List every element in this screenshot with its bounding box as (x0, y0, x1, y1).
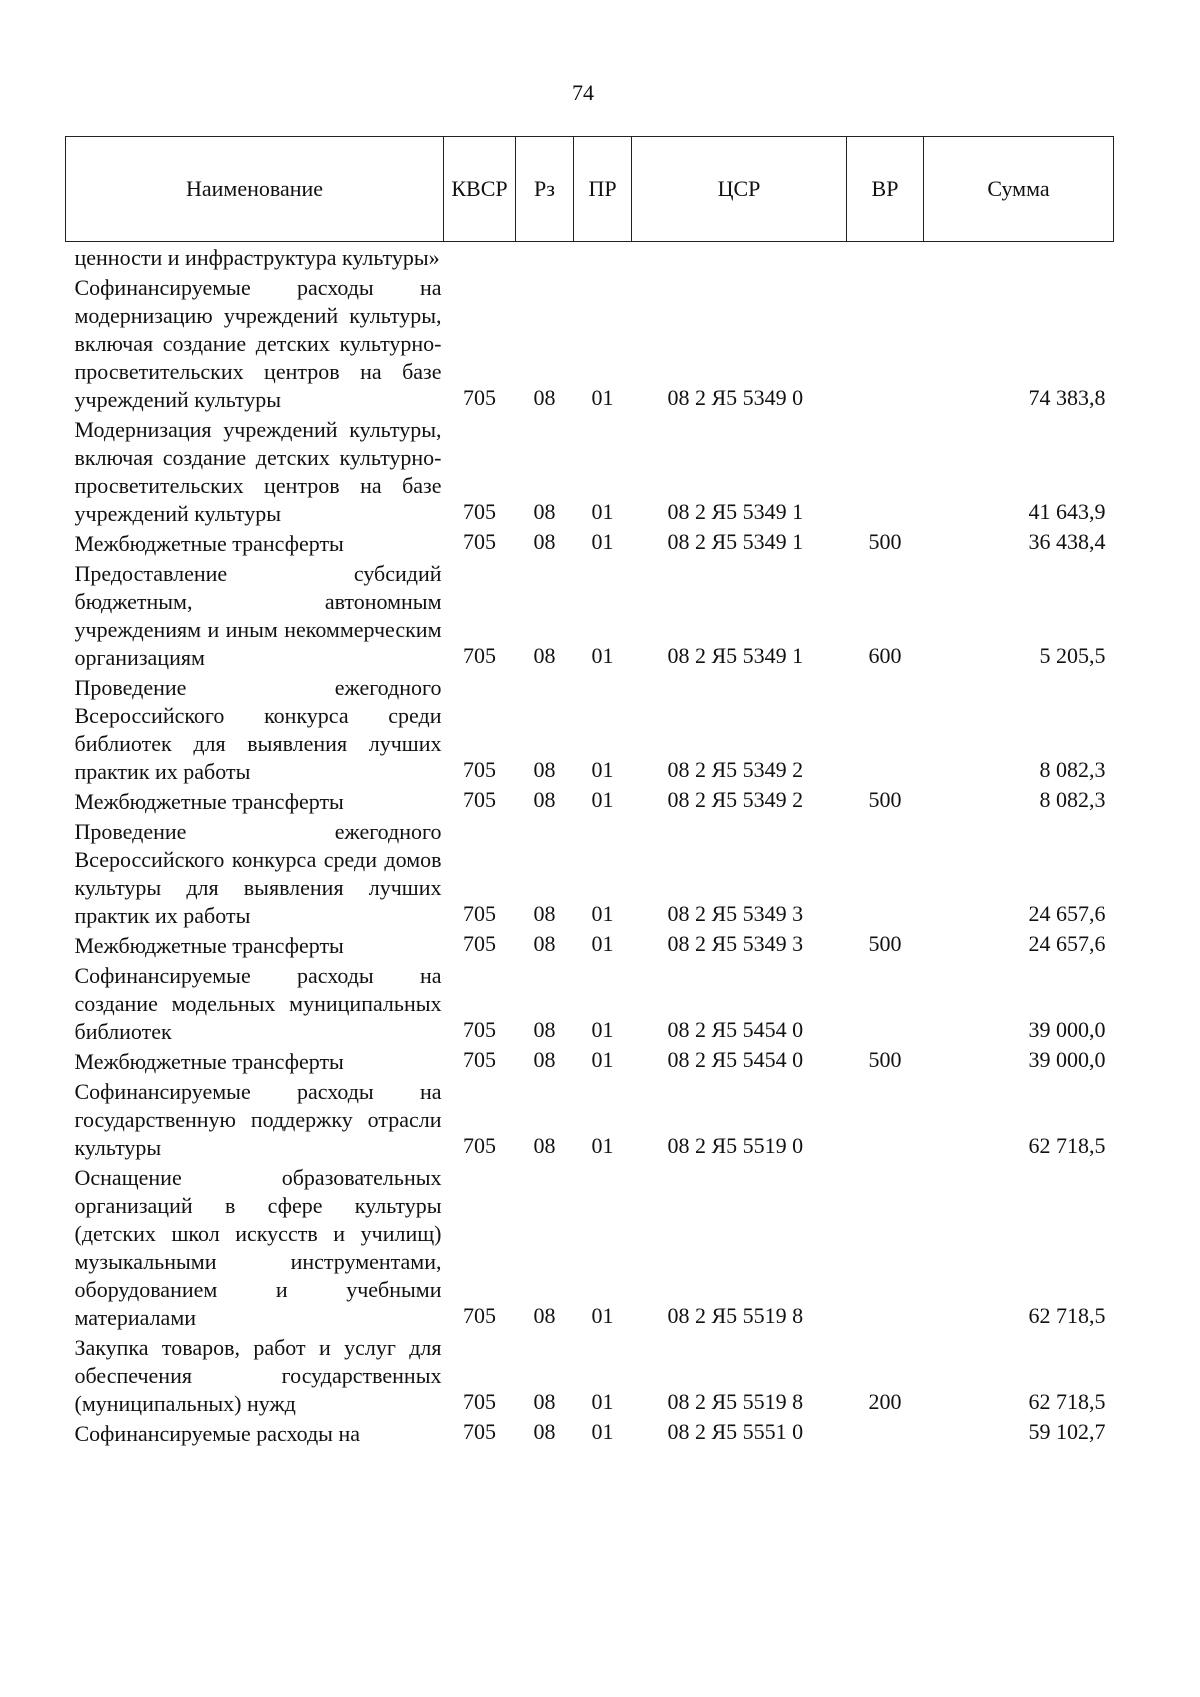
cell-kvsr: 705 (463, 1389, 496, 1414)
cell-name: Софинансируемые расходы на создание модельных муниципальных библиотек (74, 963, 442, 1044)
cell-kvsr: 705 (463, 643, 496, 668)
cell-rz: 08 (533, 385, 556, 410)
cell-csr: 08 2 Я5 5454 0 (667, 1017, 804, 1042)
cell-vr (847, 960, 924, 1046)
cell-kvsr: 705 (463, 1419, 496, 1444)
cell-kvsr: 705 (463, 1047, 496, 1072)
cell-rz: 08 (533, 499, 556, 524)
cell-sum: 8 082,3 (1039, 757, 1106, 782)
header-sum: Сумма (924, 137, 1114, 242)
cell-vr: 500 (868, 787, 902, 812)
cell-kvsr: 705 (463, 1303, 496, 1328)
header-vr: ВР (847, 137, 924, 242)
cell-name: ценности и инфраструктура культуры» (74, 245, 440, 270)
cell-name: Межбюджетные трансферты (74, 531, 344, 556)
header-csr: ЦСР (632, 137, 847, 242)
cell-name: Межбюджетные трансферты (74, 1049, 344, 1074)
table-body (66, 242, 1114, 1449)
cell-sum: 59 102,7 (1028, 1419, 1106, 1444)
header-kvsr: КВСР (444, 137, 516, 242)
cell-name: Закупка товаров, работ и услуг для обеспечения государственных (муниципальных) нужд (74, 1335, 442, 1416)
cell-name: Проведение ежегодного Всероссийского конкурса среди библиотек для выявления лучших практик их работы (74, 675, 442, 784)
cell-rz: 08 (533, 529, 556, 554)
cell-pr: 01 (591, 529, 614, 554)
cell-rz: 08 (533, 643, 556, 668)
cell-rz: 08 (533, 1047, 556, 1072)
header-rz: Рз (516, 137, 574, 242)
cell-csr: 08 2 Я5 5349 3 (667, 931, 804, 956)
cell-sum: 74 383,8 (1028, 385, 1106, 410)
cell-kvsr: 705 (463, 901, 496, 926)
header-name: Наименование (66, 137, 444, 242)
cell-name: Предоставление субсидий бюджетным, автономным учреждениям и иным некоммерческим организациям (74, 561, 442, 670)
cell-sum: 41 643,9 (1028, 499, 1106, 524)
cell-name: Межбюджетные трансферты (74, 933, 344, 958)
table-row (66, 528, 1114, 558)
cell-sum: 24 657,6 (1028, 931, 1106, 956)
cell-kvsr: 705 (463, 1133, 496, 1158)
cell-pr: 01 (591, 1047, 614, 1072)
cell-sum: 5 205,5 (1039, 643, 1106, 668)
cell-kvsr: 705 (463, 1017, 496, 1042)
cell-pr: 01 (591, 1133, 614, 1158)
table-row (66, 1046, 1114, 1076)
cell-rz: 08 (533, 1303, 556, 1328)
cell-csr: 08 2 Я5 5519 8 (667, 1303, 804, 1328)
cell-sum: 62 718,5 (1028, 1133, 1106, 1158)
header-pr: ПР (574, 137, 632, 242)
cell-rz: 08 (533, 1389, 556, 1414)
cell-csr: 08 2 Я5 5349 2 (667, 757, 804, 782)
cell-rz: 08 (533, 787, 556, 812)
cell-csr: 08 2 Я5 5454 0 (667, 1047, 804, 1072)
cell-vr (847, 672, 924, 786)
table-row (66, 672, 1114, 786)
cell-rz: 08 (533, 1133, 556, 1158)
cell-kvsr (444, 242, 516, 273)
cell-pr: 01 (591, 1419, 614, 1444)
cell-sum (924, 242, 1114, 273)
cell-name: Оснащение образовательных организаций в сфере культуры (детских школ искусств и училищ) музыкальными инструментами, оборудованием и учебными материалами (74, 1165, 442, 1330)
cell-sum: 24 657,6 (1028, 901, 1106, 926)
cell-vr: 200 (868, 1389, 902, 1414)
cell-vr (847, 1076, 924, 1162)
cell-vr (847, 414, 924, 528)
cell-kvsr: 705 (463, 757, 496, 782)
cell-sum: 62 718,5 (1028, 1303, 1106, 1328)
table-row (66, 242, 1114, 273)
cell-csr: 08 2 Я5 5551 0 (667, 1419, 804, 1444)
table-row (66, 1162, 1114, 1332)
cell-csr: 08 2 Я5 5349 1 (667, 529, 804, 554)
cell-name: Межбюджетные трансферты (74, 789, 344, 814)
cell-pr: 01 (591, 757, 614, 782)
cell-sum: 36 438,4 (1028, 529, 1106, 554)
table-row (66, 414, 1114, 528)
table-row (66, 816, 1114, 930)
cell-pr: 01 (591, 787, 614, 812)
cell-csr (632, 242, 847, 273)
cell-pr (574, 242, 632, 273)
cell-pr: 01 (591, 1389, 614, 1414)
cell-name: Софинансируемые расходы на (74, 1421, 360, 1446)
table-header (66, 137, 1114, 242)
cell-csr: 08 2 Я5 5349 0 (667, 385, 804, 410)
cell-rz (516, 242, 574, 273)
table-row (66, 1076, 1114, 1162)
table-row (66, 960, 1114, 1046)
cell-kvsr: 705 (463, 931, 496, 956)
cell-pr: 01 (591, 1303, 614, 1328)
cell-pr: 01 (591, 385, 614, 410)
table-row (66, 558, 1114, 672)
cell-csr: 08 2 Я5 5349 1 (667, 643, 804, 668)
table-row (66, 930, 1114, 960)
table-row (66, 1418, 1114, 1448)
table-row (66, 272, 1114, 414)
cell-sum: 8 082,3 (1039, 787, 1106, 812)
cell-name: Модернизация учреждений культуры, включая создание детских культурно-просветительских центров на базе учреждений культуры (74, 417, 442, 526)
cell-rz: 08 (533, 931, 556, 956)
cell-vr (847, 1162, 924, 1332)
cell-vr: 500 (868, 529, 902, 554)
cell-sum: 39 000,0 (1028, 1017, 1106, 1042)
cell-kvsr: 705 (463, 499, 496, 524)
cell-vr (847, 816, 924, 930)
cell-vr: 600 (868, 643, 902, 668)
cell-csr: 08 2 Я5 5349 3 (667, 901, 804, 926)
cell-kvsr: 705 (463, 529, 496, 554)
cell-csr: 08 2 Я5 5349 2 (667, 787, 804, 812)
cell-rz: 08 (533, 1419, 556, 1444)
cell-sum: 62 718,5 (1028, 1389, 1106, 1414)
table-row (66, 786, 1114, 816)
cell-vr (847, 1418, 924, 1448)
cell-rz: 08 (533, 901, 556, 926)
cell-vr: 500 (868, 931, 902, 956)
cell-pr: 01 (591, 1017, 614, 1042)
cell-vr (847, 242, 924, 273)
cell-csr: 08 2 Я5 5349 1 (667, 499, 804, 524)
cell-pr: 01 (591, 901, 614, 926)
cell-kvsr: 705 (463, 385, 496, 410)
table-row (66, 1332, 1114, 1418)
budget-table (65, 136, 1114, 1448)
cell-pr: 01 (591, 499, 614, 524)
cell-vr (847, 272, 924, 414)
cell-pr: 01 (591, 643, 614, 668)
page-number: 74 (572, 80, 594, 105)
cell-csr: 08 2 Я5 5519 0 (667, 1133, 804, 1158)
cell-sum: 39 000,0 (1028, 1047, 1106, 1072)
cell-name: Софинансируемые расходы на модернизацию учреждений культуры, включая создание детских культурно-просветительских центров на базе учреждений культуры (74, 275, 442, 412)
cell-rz: 08 (533, 1017, 556, 1042)
cell-vr: 500 (868, 1047, 902, 1072)
cell-csr: 08 2 Я5 5519 8 (667, 1389, 804, 1414)
cell-name: Софинансируемые расходы на государственную поддержку отрасли культуры (74, 1079, 442, 1160)
cell-rz: 08 (533, 757, 556, 782)
cell-pr: 01 (591, 931, 614, 956)
cell-name: Проведение ежегодного Всероссийского конкурса среди домов культуры для выявления лучших практик их работы (74, 819, 442, 928)
cell-kvsr: 705 (463, 787, 496, 812)
